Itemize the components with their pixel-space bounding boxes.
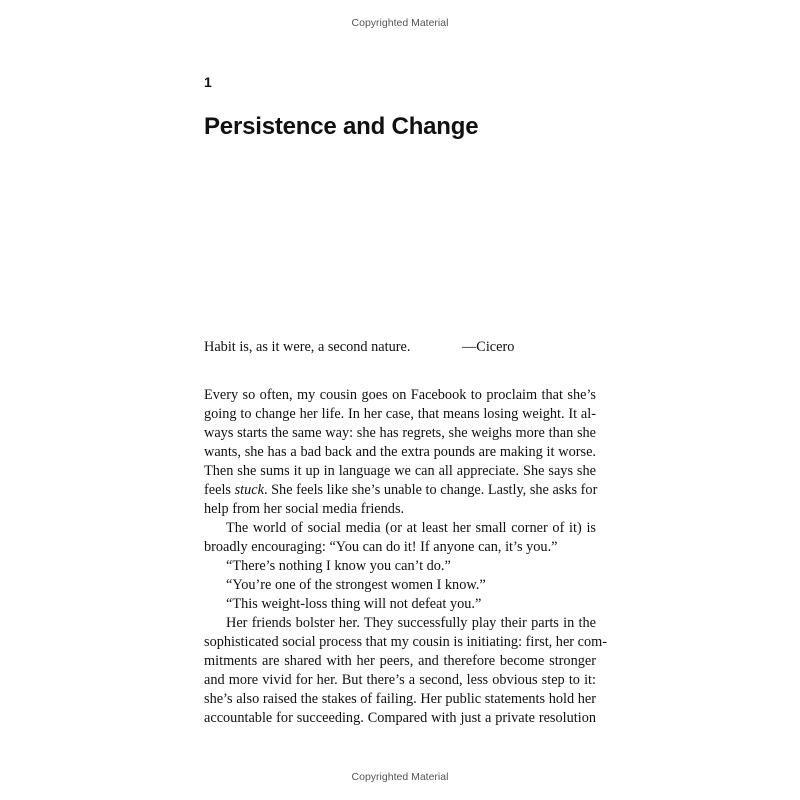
emphasis-stuck: stuck	[234, 482, 264, 498]
body-line: sophisticated social process that my cousin is initiating: first, her com-	[204, 634, 608, 650]
chapter-number: 1	[204, 74, 212, 90]
body-line-segment: . She feels like she’s unable to change. Lastly, she asks for	[263, 482, 598, 498]
body-line: help from her social media friends.	[204, 501, 405, 517]
body-line	[204, 481, 596, 500]
body-line: she’s also raised the stakes of failing. Her public statements hold her	[204, 691, 596, 707]
body-line: broadly encouraging: “You can do it! If anyone can, it’s you.”	[204, 539, 558, 555]
body-line: and more vivid for her. But there’s a second, less obvious step to it:	[204, 672, 596, 688]
body-line: mitments are shared with her peers, and therefore become stronger	[204, 653, 596, 669]
body-text	[204, 386, 608, 728]
dialogue-line: “There’s nothing I know you can’t do.”	[226, 558, 451, 574]
epigraph	[204, 337, 596, 357]
body-line: Every so often, my cousin goes on Facebook to proclaim that she’s	[204, 387, 596, 403]
body-line: wants, she has a bad back and the extra pounds are making it worse.	[204, 444, 596, 460]
body-line: accountable for succeeding. Compared with just a private resolution	[204, 710, 596, 726]
chapter-title: Persistence and Change	[204, 113, 479, 140]
body-line: Then she sums it up in language we can all appreciate. She says she	[204, 463, 596, 479]
dialogue-line: “This weight-loss thing will not defeat you.”	[226, 596, 482, 612]
epigraph-attribution: —Cicero	[462, 339, 515, 355]
body-line: ways starts the same way: she has regrets, she weighs more than she	[204, 425, 596, 441]
epigraph-quote: Habit is, as it were, a second nature.	[204, 339, 411, 355]
copyright-watermark-bottom: Copyrighted Material	[351, 771, 449, 783]
body-line: Her friends bolster her. They successfully play their parts in the	[226, 615, 596, 631]
body-line: going to change her life. In her case, that means losing weight. It al-	[204, 406, 596, 422]
copyright-watermark-top: Copyrighted Material	[351, 17, 449, 29]
body-line-segment: feels	[204, 482, 235, 498]
body-line: The world of social media (or at least her small corner of it) is	[226, 520, 596, 536]
dialogue-line: “You’re one of the strongest women I know.”	[226, 577, 486, 593]
